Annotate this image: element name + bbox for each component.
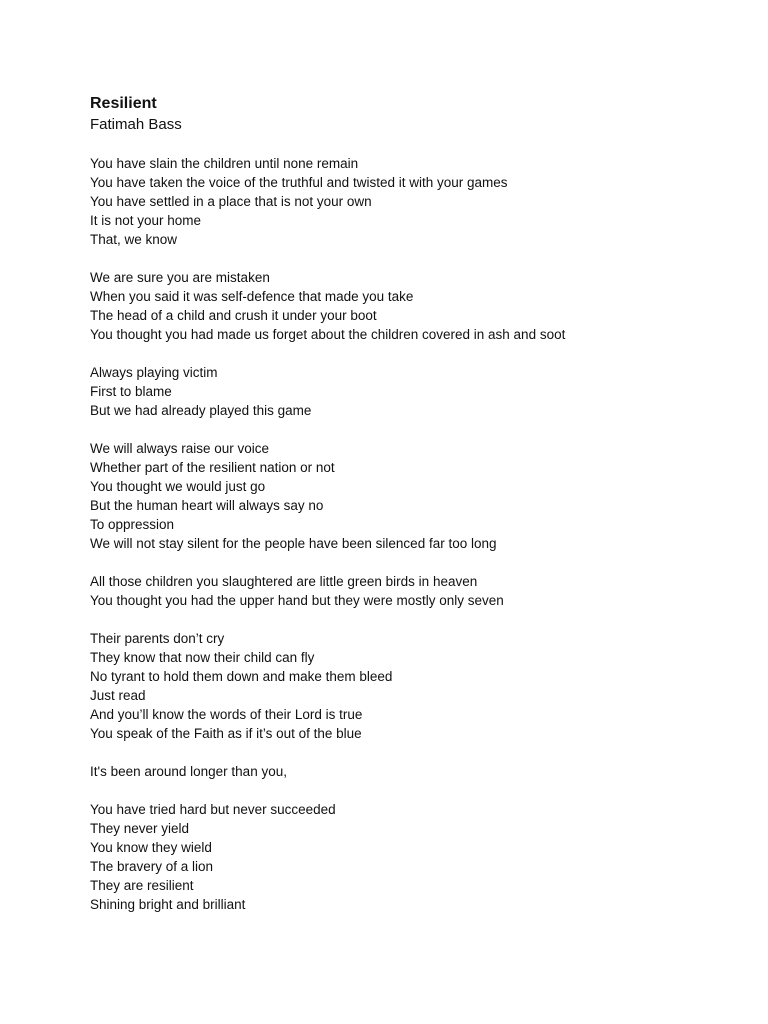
poem-line: It is not your home [90,213,202,228]
stanza [90,629,730,743]
poem-line: You know they wield [90,840,212,855]
stanza [90,762,730,781]
poem-line: Whether part of the resilient nation or not [90,460,335,475]
poem-line: You thought you had made us forget about the children covered in ash and soot [90,327,566,342]
stanza [90,363,730,420]
poem-line: You have tried hard but never succeeded [90,802,336,817]
poem-line: It's been around longer than you, [90,764,287,779]
poem-line: That, we know [90,232,178,247]
poem-line: They are resilient [90,878,194,893]
stanza [90,439,730,553]
poem-line: Shining bright and brilliant [90,897,246,912]
poem-author: Fatimah Bass [90,116,182,133]
poem-line: You speak of the Faith as if it’s out of the blue [90,726,362,741]
poem-line: All those children you slaughtered are little green birds in heaven [90,574,478,589]
poem-line: You thought we would just go [90,479,266,494]
poem-line: When you said it was self-defence that made you take [90,289,414,304]
poem-line: You thought you had the upper hand but they were mostly only seven [90,593,504,608]
poem-line: No tyrant to hold them down and make them bleed [90,669,393,684]
poem-line: You have taken the voice of the truthful and twisted it with your games [90,175,508,190]
poem-line: But the human heart will always say no [90,498,324,513]
poem-line: First to blame [90,384,172,399]
poem-line: The bravery of a lion [90,859,214,874]
poem-line: We will always raise our voice [90,441,270,456]
stanza [90,800,730,914]
poem-line: Just read [90,688,146,703]
poem-title: Resilient [90,95,157,112]
poem-line: Always playing victim [90,365,218,380]
poem-line: To oppression [90,517,175,532]
poem-line: They know that now their child can fly [90,650,315,665]
poem-line: But we had already played this game [90,403,312,418]
poem-line: The head of a child and crush it under your boot [90,308,377,323]
poem-line: We are sure you are mistaken [90,270,270,285]
stanza [90,268,730,344]
poem-line: They never yield [90,821,190,836]
poem-body [90,154,730,914]
poem-line: Their parents don’t cry [90,631,225,646]
poem-line: You have slain the children until none remain [90,156,359,171]
poem-line: You have settled in a place that is not your own [90,194,372,209]
poem-line: And you’ll know the words of their Lord is true [90,707,363,722]
poem-line: We will not stay silent for the people have been silenced far too long [90,536,497,551]
stanza [90,572,730,610]
document-page [90,93,730,933]
stanza [90,154,730,249]
